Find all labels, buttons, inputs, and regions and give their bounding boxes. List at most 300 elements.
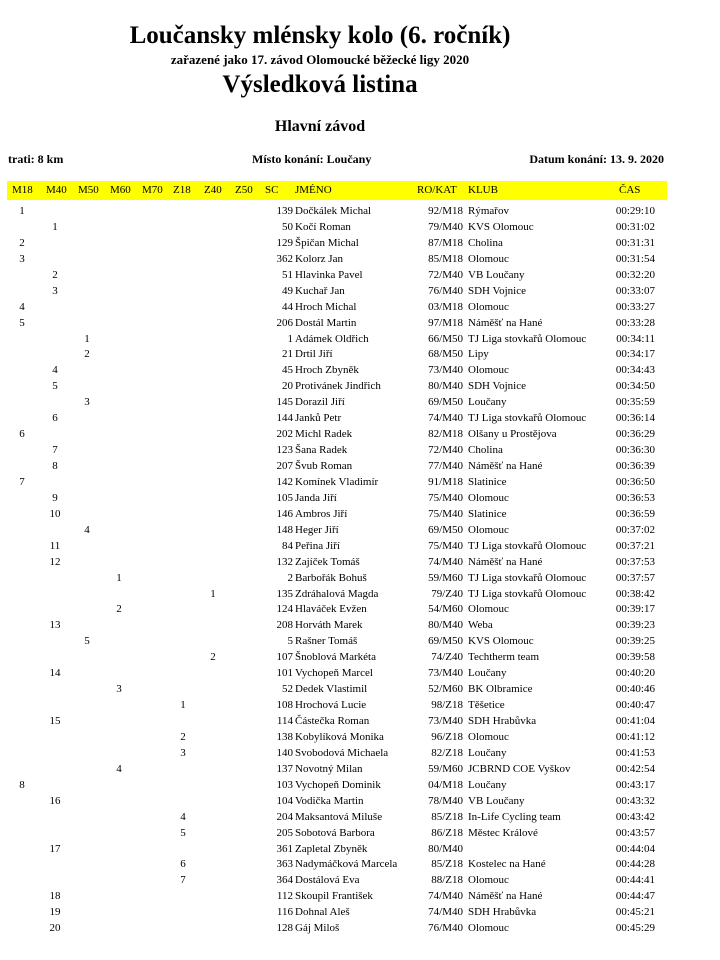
runner-name: Vodička Martin — [295, 794, 364, 807]
start-number: 49 — [282, 284, 293, 297]
club-name: Náměšť na Hané — [468, 555, 543, 568]
start-number: 103 — [276, 778, 293, 791]
start-number: 44 — [282, 300, 293, 313]
finish-time: 00:45:29 — [615, 922, 655, 935]
start-number: 146 — [276, 507, 293, 520]
table-row — [7, 810, 667, 826]
finish-time: 00:40:47 — [615, 699, 655, 712]
start-number: 1 — [287, 332, 293, 345]
category-rank: 1 — [180, 699, 186, 712]
runner-name: Dostálová Eva — [295, 874, 360, 887]
table-row — [7, 602, 667, 618]
finish-time: 00:33:27 — [615, 300, 655, 313]
start-number: 144 — [276, 412, 293, 425]
year-category: 97/M18 — [428, 316, 463, 329]
race-name: Hlavní závod — [274, 118, 366, 135]
results-table-body — [7, 204, 667, 937]
runner-name: Kuchař Jan — [295, 284, 345, 297]
finish-time: 00:45:21 — [615, 906, 655, 919]
table-row — [7, 539, 667, 555]
category-rank: 4 — [52, 364, 58, 377]
column-header: Z50 — [235, 184, 253, 196]
finish-time: 00:34:43 — [615, 364, 655, 377]
club-name: KVS Olomouc — [468, 635, 534, 648]
club-name: TJ Liga stovkařů Olomouc — [468, 539, 587, 552]
table-row — [7, 268, 667, 284]
finish-time: 00:36:59 — [615, 507, 655, 520]
runner-name: Heger Jiří — [295, 523, 339, 536]
event-subtitle: zařazené jako 17. závod Olomoucké běžecké ligy 2020 — [170, 52, 470, 67]
start-number: 108 — [276, 699, 293, 712]
category-rank: 4 — [84, 523, 90, 536]
finish-time: 00:39:58 — [615, 651, 655, 664]
year-category: 79/Z40 — [431, 587, 463, 600]
category-rank: 4 — [116, 762, 122, 775]
finish-time: 00:31:02 — [615, 220, 655, 233]
finish-time: 00:31:31 — [615, 236, 655, 249]
finish-time: 00:44:41 — [615, 874, 655, 887]
finish-time: 00:43:42 — [615, 810, 655, 823]
table-row — [7, 873, 667, 889]
runner-name: Kočí Roman — [295, 220, 351, 233]
category-rank: 2 — [180, 730, 186, 743]
table-row — [7, 459, 667, 475]
club-name: Loučany — [468, 396, 507, 409]
finish-time: 00:31:54 — [615, 252, 655, 265]
finish-time: 00:32:20 — [615, 268, 655, 281]
category-rank: 1 — [84, 332, 90, 345]
finish-time: 00:36:39 — [615, 460, 655, 472]
column-header: M40 — [46, 184, 67, 196]
finish-time: 00:36:30 — [615, 444, 655, 457]
year-category: 87/M18 — [428, 236, 463, 249]
start-number: 51 — [282, 268, 293, 281]
category-rank: 4 — [19, 300, 25, 313]
category-rank: 15 — [49, 715, 61, 727]
runner-name: Švub Roman — [295, 460, 353, 472]
runner-name: Sobotová Barbora — [295, 826, 375, 839]
runner-name: Ambros Jiří — [295, 507, 348, 520]
year-category: 85/M18 — [428, 252, 463, 265]
start-number: 50 — [282, 220, 293, 233]
runner-name: Gáj Miloš — [295, 922, 340, 935]
category-rank: 6 — [52, 412, 58, 425]
start-number: 101 — [276, 667, 293, 680]
year-category: 80/M40 — [428, 842, 463, 855]
year-category: 75/M40 — [428, 507, 463, 520]
table-row — [7, 284, 667, 300]
club-name: Rýmařov — [468, 205, 509, 217]
race-date: Datum konání: 13. 9. 2020 — [529, 152, 664, 166]
table-row — [7, 698, 667, 714]
year-category: 75/M40 — [428, 539, 463, 552]
table-row — [7, 762, 667, 778]
start-number: 112 — [276, 890, 293, 903]
year-category: 04/M18 — [428, 778, 463, 791]
table-row — [7, 618, 667, 634]
start-number: 107 — [276, 651, 293, 664]
finish-time: 00:41:12 — [615, 730, 655, 743]
table-row — [7, 204, 667, 220]
category-rank: 8 — [19, 778, 25, 791]
category-rank: 2 — [84, 348, 90, 361]
runner-name: Barbořák Bohuš — [295, 571, 367, 584]
document-heading: Výsledková listina — [222, 71, 418, 98]
runner-name: Šnoblová Markéta — [295, 651, 376, 664]
column-header: M60 — [110, 184, 131, 196]
finish-time: 00:41:04 — [615, 715, 655, 727]
year-category: 98/Z18 — [431, 699, 463, 712]
table-row — [7, 491, 667, 507]
finish-time: 00:39:17 — [615, 603, 655, 616]
finish-time: 00:41:53 — [615, 746, 655, 759]
category-rank: 19 — [49, 906, 61, 919]
start-number: 128 — [276, 922, 293, 935]
club-name: VB Loučany — [468, 794, 525, 807]
race-distance: trati: 8 km — [8, 152, 64, 166]
year-category: 69/M50 — [428, 635, 463, 648]
finish-time: 00:40:46 — [615, 683, 655, 696]
runner-name: Janků Petr — [295, 412, 342, 425]
year-category: 78/M40 — [428, 794, 463, 807]
finish-time: 00:33:28 — [615, 316, 655, 329]
club-name: Olomouc — [468, 922, 509, 935]
year-category: 74/M40 — [428, 906, 463, 919]
table-row — [7, 347, 667, 363]
finish-time: 00:38:42 — [615, 587, 655, 600]
table-row — [7, 634, 667, 650]
year-category: 82/Z18 — [431, 746, 463, 759]
finish-time: 00:40:20 — [615, 667, 655, 680]
year-category: 92/M18 — [428, 205, 463, 217]
runner-name: Svobodová Michaela — [295, 746, 389, 759]
runner-name: Zajíček Tomáš — [295, 555, 360, 568]
finish-time: 00:34:50 — [615, 380, 655, 393]
runner-name: Dedek Vlastimil — [295, 683, 368, 696]
category-rank: 1 — [52, 220, 58, 233]
finish-time: 00:37:53 — [615, 555, 655, 568]
start-number: 124 — [276, 603, 293, 616]
runner-name: Drtil Jiří — [295, 348, 333, 361]
table-row — [7, 905, 667, 921]
category-rank: 3 — [52, 284, 58, 297]
category-rank: 8 — [52, 460, 58, 472]
category-rank: 5 — [19, 316, 25, 329]
finish-time: 00:43:32 — [615, 794, 655, 807]
club-name: Těšetice — [468, 699, 505, 712]
start-number: 52 — [282, 683, 293, 696]
category-rank: 1 — [210, 587, 216, 600]
table-row — [7, 316, 667, 332]
runner-name: Hroch Michal — [295, 300, 357, 313]
finish-time: 00:36:29 — [615, 428, 655, 441]
results-table-header — [7, 181, 667, 200]
finish-time: 00:44:47 — [615, 890, 655, 903]
year-category: 79/M40 — [428, 220, 463, 233]
year-category: 76/M40 — [428, 284, 463, 297]
club-name: Loučany — [468, 746, 507, 759]
runner-name: Michl Radek — [295, 428, 353, 441]
finish-time: 00:37:57 — [615, 571, 655, 584]
finish-time: 00:37:21 — [615, 539, 655, 552]
table-row — [7, 379, 667, 395]
runner-name: Rašner Tomáš — [295, 635, 358, 648]
start-number: 135 — [276, 587, 293, 600]
runner-name: Šana Radek — [295, 444, 348, 457]
club-name: Slatinice — [468, 507, 507, 520]
category-rank: 7 — [180, 874, 186, 887]
runner-name: Komínek Vladimír — [295, 475, 379, 488]
start-number: 105 — [276, 491, 293, 504]
year-category: 80/M40 — [428, 380, 463, 393]
club-name: In-Life Cycling team — [468, 810, 561, 823]
category-rank: 10 — [49, 507, 61, 520]
category-rank: 13 — [49, 619, 61, 632]
runner-name: Peřina Jiří — [295, 539, 340, 552]
year-category: 59/M60 — [428, 571, 463, 584]
year-category: 75/M40 — [428, 491, 463, 504]
club-name: Kostelec na Hané — [468, 858, 546, 871]
year-category: 73/M40 — [428, 715, 463, 727]
runner-name: Hlavinka Pavel — [295, 268, 363, 281]
start-number: 205 — [276, 826, 293, 839]
table-row — [7, 746, 667, 762]
runner-name: Adámek Oldřich — [295, 332, 369, 345]
club-name: SDH Hrabůvka — [468, 906, 537, 919]
start-number: 132 — [276, 555, 293, 568]
finish-time: 00:36:14 — [615, 412, 655, 425]
start-number: 204 — [276, 810, 293, 823]
column-header: JMÉNO — [295, 184, 332, 196]
club-name: JCBRND COE Vyškov — [468, 762, 571, 775]
column-header: Z18 — [173, 184, 191, 196]
column-header: M70 — [142, 184, 163, 196]
club-name: Cholina — [468, 236, 503, 249]
start-number: 129 — [276, 236, 293, 249]
table-row — [7, 523, 667, 539]
club-name: Náměšť na Hané — [468, 460, 543, 472]
category-rank: 2 — [210, 651, 216, 664]
table-row — [7, 682, 667, 698]
table-row — [7, 507, 667, 523]
club-name: Olomouc — [468, 523, 509, 536]
club-name: Loučany — [468, 667, 507, 680]
club-name: Olomouc — [468, 252, 509, 265]
year-category: 74/M40 — [428, 555, 463, 568]
table-row — [7, 571, 667, 587]
finish-time: 00:36:50 — [615, 475, 655, 488]
start-number: 2 — [287, 571, 293, 584]
club-name: Olomouc — [468, 364, 509, 377]
club-name: TJ Liga stovkařů Olomouc — [468, 571, 587, 584]
category-rank: 3 — [84, 396, 90, 409]
club-name: Techtherm team — [468, 651, 540, 664]
table-row — [7, 363, 667, 379]
start-number: 84 — [282, 539, 293, 552]
club-name: Olomouc — [468, 730, 509, 743]
year-category: 85/Z18 — [431, 810, 463, 823]
category-rank: 5 — [180, 826, 186, 839]
table-row — [7, 666, 667, 682]
category-rank: 14 — [49, 667, 61, 680]
table-row — [7, 857, 667, 873]
start-number: 21 — [282, 348, 293, 361]
category-rank: 1 — [19, 205, 25, 217]
category-rank: 11 — [49, 539, 61, 552]
club-name: SDH Hrabůvka — [468, 715, 537, 727]
finish-time: 00:36:53 — [615, 491, 655, 504]
runner-name: Hrochová Lucie — [295, 699, 367, 712]
club-name: KVS Olomouc — [468, 220, 534, 233]
table-row — [7, 427, 667, 443]
club-name: VB Loučany — [468, 268, 525, 281]
finish-time: 00:33:07 — [615, 284, 655, 297]
column-header: M18 — [12, 184, 33, 196]
year-category: 80/M40 — [428, 619, 463, 632]
year-category: 74/Z40 — [431, 651, 463, 664]
start-number: 207 — [276, 460, 293, 472]
column-header: Z40 — [204, 184, 222, 196]
start-number: 139 — [276, 205, 293, 217]
runner-name: Kolorz Jan — [295, 252, 343, 265]
runner-name: Zdráhalová Magda — [295, 587, 379, 600]
year-category: 68/M50 — [428, 348, 463, 361]
start-number: 5 — [287, 635, 293, 648]
finish-time: 00:44:28 — [615, 858, 655, 871]
finish-time: 00:39:25 — [615, 635, 655, 648]
year-category: 88/Z18 — [431, 874, 463, 887]
table-row — [7, 889, 667, 905]
runner-name: Hlaváček Evžen — [295, 603, 367, 616]
runner-name: Dorazil Jiří — [295, 396, 345, 409]
start-number: 116 — [276, 906, 293, 919]
table-row — [7, 475, 667, 491]
start-number: 145 — [276, 396, 293, 409]
start-number: 123 — [276, 444, 293, 457]
table-row — [7, 826, 667, 842]
table-row — [7, 730, 667, 746]
finish-time: 00:29:10 — [615, 205, 655, 217]
category-rank: 16 — [49, 794, 61, 807]
runner-name: Protivánek Jindřich — [295, 380, 381, 393]
year-category: 69/M50 — [428, 523, 463, 536]
table-row — [7, 411, 667, 427]
table-row — [7, 220, 667, 236]
finish-time: 00:44:04 — [615, 842, 655, 855]
category-rank: 12 — [49, 555, 61, 568]
column-header: ČAS — [619, 184, 641, 196]
table-row — [7, 252, 667, 268]
start-number: 363 — [276, 858, 293, 871]
finish-time: 00:37:02 — [615, 523, 655, 536]
runner-name: Vychopeň Marcel — [295, 667, 373, 680]
race-place: Místo konání: Loučany — [252, 152, 372, 166]
year-category: 72/M40 — [428, 444, 463, 457]
table-row — [7, 587, 667, 603]
start-number: 206 — [276, 316, 293, 329]
finish-time: 00:43:17 — [615, 778, 655, 791]
year-category: 69/M50 — [428, 396, 463, 409]
category-rank: 6 — [19, 428, 25, 441]
start-number: 20 — [282, 380, 293, 393]
table-row — [7, 794, 667, 810]
start-number: 202 — [276, 428, 293, 441]
runner-name: Špičan Michal — [295, 236, 359, 249]
category-rank: 2 — [19, 236, 25, 249]
column-header: SC — [265, 184, 279, 196]
table-row — [7, 921, 667, 937]
column-header: M50 — [78, 184, 99, 196]
start-number: 148 — [276, 523, 293, 536]
category-rank: 7 — [52, 444, 58, 457]
table-row — [7, 778, 667, 794]
start-number: 208 — [276, 619, 293, 632]
club-name: Slatinice — [468, 475, 507, 488]
club-name: BK Olbramice — [468, 683, 533, 696]
table-row — [7, 395, 667, 411]
year-category: 74/M40 — [428, 890, 463, 903]
category-rank: 18 — [49, 890, 61, 903]
category-rank: 3 — [116, 683, 122, 696]
start-number: 104 — [276, 794, 293, 807]
runner-name: Dohnal Aleš — [295, 906, 350, 919]
category-rank: 20 — [49, 922, 61, 935]
start-number: 140 — [276, 746, 293, 759]
year-category: 96/Z18 — [431, 730, 463, 743]
category-rank: 2 — [52, 268, 58, 281]
column-header: RO/KAT — [417, 184, 457, 196]
category-rank: 3 — [19, 252, 25, 265]
year-category: 52/M60 — [428, 683, 463, 696]
category-rank: 6 — [180, 858, 186, 871]
start-number: 361 — [276, 842, 293, 855]
club-name: Olomouc — [468, 603, 509, 616]
club-name: Olšany u Prostějova — [468, 428, 557, 441]
club-name: SDH Vojnice — [468, 284, 526, 297]
runner-name: Maksantová Miluše — [295, 810, 383, 823]
start-number: 45 — [282, 364, 293, 377]
category-rank: 3 — [180, 746, 186, 759]
club-name: Weba — [468, 619, 493, 632]
year-category: 82/M18 — [428, 428, 463, 441]
club-name: Olomouc — [468, 300, 509, 313]
category-rank: 5 — [84, 635, 90, 648]
event-title: Loučansky mlénsky kolo (6. ročník) — [129, 22, 511, 49]
year-category: 54/M60 — [428, 603, 463, 616]
runner-name: Skoupil František — [295, 890, 373, 903]
category-rank: 9 — [52, 491, 58, 504]
year-category: 73/M40 — [428, 667, 463, 680]
runner-name: Novotný Milan — [295, 762, 363, 775]
table-row — [7, 300, 667, 316]
table-row — [7, 236, 667, 252]
club-name: Lipy — [468, 348, 489, 361]
year-category: 72/M40 — [428, 268, 463, 281]
club-name: Náměšť na Hané — [468, 890, 543, 903]
runner-name: Janda Jiří — [295, 491, 337, 504]
finish-time: 00:42:54 — [615, 762, 655, 775]
year-category: 91/M18 — [428, 475, 463, 488]
year-category: 74/M40 — [428, 412, 463, 425]
club-name: TJ Liga stovkařů Olomouc — [468, 332, 587, 345]
runner-name: Dočkálek Michal — [295, 205, 372, 217]
club-name: SDH Vojnice — [468, 380, 526, 393]
year-category: 77/M40 — [428, 460, 463, 472]
club-name: TJ Liga stovkařů Olomouc — [468, 412, 587, 425]
category-rank: 7 — [19, 475, 25, 488]
table-row — [7, 555, 667, 571]
category-rank: 2 — [116, 603, 122, 616]
